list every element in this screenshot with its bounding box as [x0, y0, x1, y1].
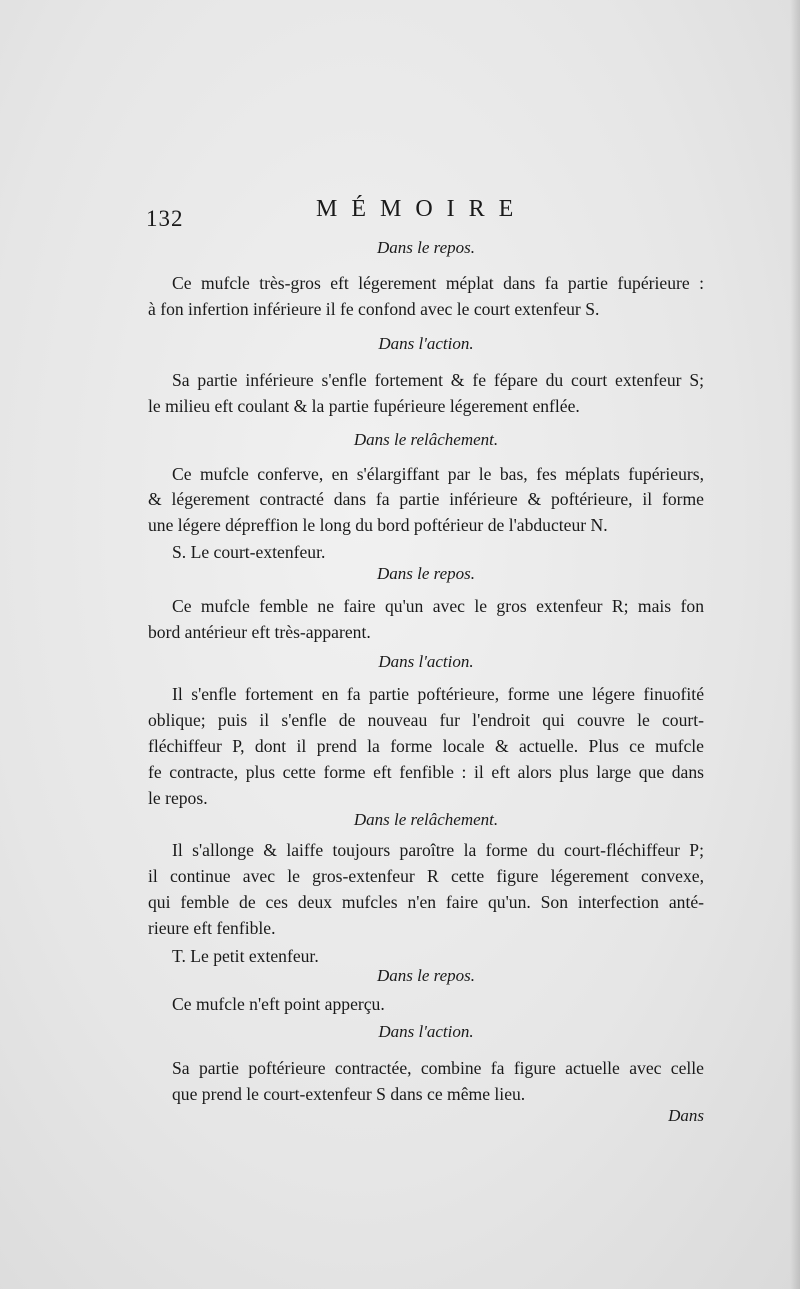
text-line: une légere dépreffion le long du bord poftérieur de l'abducteur N.: [148, 515, 608, 535]
text-line: T. Le petit extenfeur.: [172, 946, 319, 966]
text-line: Sa partie poftérieure contractée, combine fa figure actuelle avec celle: [172, 1058, 704, 1078]
section-heading: Dans le repos.: [376, 966, 476, 985]
text-line: Il s'allonge & laiffe toujours paroître la forme du court-fléchiffeur P;: [172, 840, 704, 860]
text-line: que prend le court-extenfeur S dans ce même lieu.: [172, 1084, 526, 1104]
catchword: Dans: [668, 1106, 704, 1125]
text-line: le repos.: [148, 788, 208, 808]
text-line: oblique; puis il s'enfle de nouveau fur l'endroit qui couvre le court-: [148, 710, 704, 730]
text-line: Ce mufcle conferve, en s'élargiffant par le bas, fes méplats fupérieurs,: [172, 464, 704, 484]
running-title: MÉMOIRE: [316, 196, 528, 222]
text-line: rieure eft fenfible.: [148, 918, 276, 938]
text-line: Il s'enfle fortement en fa partie poftérieure, forme une légere finuofité: [172, 684, 704, 704]
section-heading: Dans le repos.: [376, 238, 476, 257]
text-line: S. Le court-extenfeur.: [172, 542, 326, 562]
text-line: Ce mufcle très-gros eft légerement méplat dans fa partie fupérieure :: [172, 273, 704, 293]
text-line: Ce mufcle femble ne faire qu'un avec le gros extenfeur R; mais fon: [172, 596, 704, 616]
text-line: Ce mufcle n'eft point apperçu.: [172, 994, 385, 1014]
section-heading: Dans le relâchement.: [353, 810, 499, 829]
section-heading: Dans le repos.: [376, 564, 476, 583]
section-heading: Dans l'action.: [378, 1022, 474, 1041]
text-line: le milieu eft coulant & la partie fupérieure légerement enflée.: [148, 396, 580, 416]
page-number: 132: [146, 206, 184, 231]
text-line: qui femble de ces deux mufcles n'en faire qu'un. Son interfection anté-: [148, 892, 704, 912]
section-heading: Dans le relâchement.: [353, 430, 499, 449]
text-line: bord antérieur eft très-apparent.: [148, 622, 371, 642]
text-line: Sa partie inférieure s'enfle fortement & fe fépare du court extenfeur S;: [172, 370, 704, 390]
text-line: fe contracte, plus cette forme eft fenfible : il eft alors plus large que dans: [148, 762, 704, 782]
text-line: il continue avec le gros-extenfeur R cette figure légerement convexe,: [148, 866, 704, 886]
page-header: [146, 196, 706, 236]
text-line: fléchiffeur P, dont il prend la forme locale & actuelle. Plus ce mufcle: [148, 736, 704, 756]
section-heading: Dans l'action.: [378, 334, 474, 353]
text-line: & légerement contracté dans fa partie inférieure & poftérieure, il forme: [148, 489, 704, 509]
section-heading: Dans l'action.: [378, 652, 474, 671]
text-line: à fon infertion inférieure il fe confond avec le court extenfeur S.: [148, 299, 600, 319]
